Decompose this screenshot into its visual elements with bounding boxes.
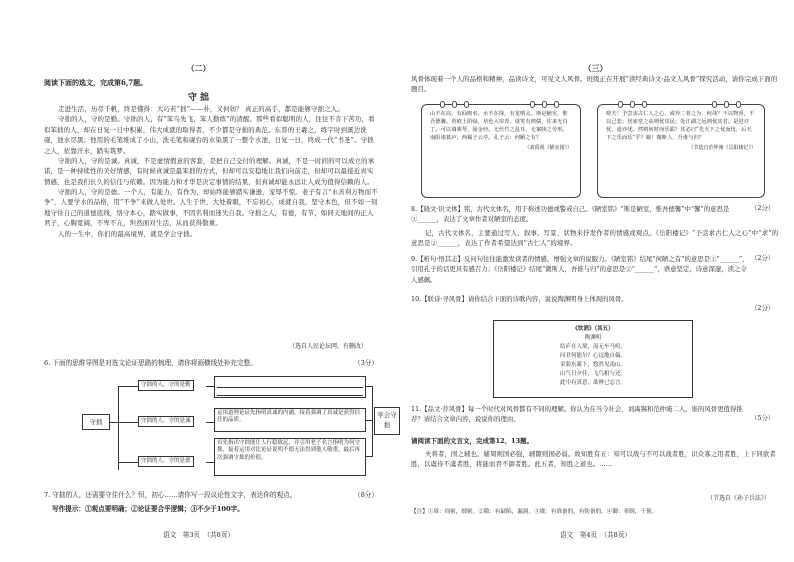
article-paragraph: 守拙的人，守的是诚。真诚，不是虚情假意的客套，是把自己交付的理解。真诚，不是一时间的可以成立的承诺，是一种持续性的美好情感，有时候真诚是最笨拙的方式，但却可以安稳地让我们向前走，但却可以最接近真实情感，也是我们长久的信任与依赖。因为能力和才华是决定事情的结果，但真诚却能永远让人成为值得信赖的人。	[44, 156, 375, 186]
poem-author: 陶渊明	[584, 335, 602, 342]
question-6: 6. 下面的思维导图是对选文论证思路的梳理，请你将画横线处补充完整。	[44, 359, 257, 367]
question-11: 11.【品文·荐风骨】每一个时代对风骨都有不同的理解。你认为在当今社会，刘禹锡和范仲淹二人，谁的风骨更值得推荐？请结合文章内容，说说你的理由。	[411, 405, 743, 424]
card-1-source: （刘禹锡《陋室铭》）	[524, 144, 572, 151]
question-8-score: （2分）	[751, 204, 775, 212]
article-paragraph: 走进生活，历尽千帆，终是懂得：大巧若“拙”——朴，又何妨？ 真正的高手，都是能够守拙之人。	[58, 105, 344, 113]
map-root: 守拙	[82, 414, 110, 430]
question-8-part2: 记，古代文体名，主要通过写人、叙事、写景、状物来抒发作者的情感或观点。《岳阳楼记》“予尝求古仁人之心”中“求”的意思是②______，表达了作者希望达到“古仁人”的境界。	[411, 229, 779, 248]
quote-card-2	[597, 104, 765, 198]
question-9: 9.【析句·悟其志】反问句往往能激发读者的情感，增强文章的说服力。《陋室铭》结尾“何陋之有”的意思是①“______”，引用孔子的话更具有感召力；《岳阳楼记》结尾“微斯人，吾谁与归”的意思是②“______”，语意坚定，诗意深邃，读之令人感佩。	[411, 255, 749, 284]
answer-line[interactable]	[217, 388, 363, 396]
question-11-score: （5分）	[751, 414, 775, 422]
map-result: 学会守拙	[374, 407, 400, 435]
passage-source: （节选自《孙子兵法》）	[706, 495, 770, 502]
map-box-sincerity: 运用道理论证先指明真诚的内涵，接着强调了真诚是获得信任的品质。	[214, 408, 366, 432]
question-10: 10.【联诗·寻风骨】请你结合下面的诗歌内容，说说陶渊明身上体现的风骨。	[411, 295, 628, 303]
question-9-score: （2分）	[751, 254, 775, 262]
annotation-note: 【注】①周：周密，细密。②隙：有缺陷，漏洞。③虞：有准备的，有防备的。④御：牵制，干预。	[411, 509, 658, 515]
map-branch-sincerity: 守拙的人，守的是诚	[138, 416, 194, 427]
question-6-score: （3分）	[354, 359, 378, 367]
poem-title: 《饮酒》（其五）	[572, 326, 614, 332]
card-2-source: （节选自范仲淹《岳阳楼记》）	[688, 144, 756, 151]
article-source: （选自人民论坛网，有删改）	[288, 343, 367, 350]
question-7-score: （8分）	[354, 491, 378, 499]
question-8	[411, 204, 751, 225]
article-title: 守 拙	[187, 93, 210, 103]
question-8-text: 8.【晓文·识文体】铭，古代文体名，用于称述功德或警戒自己。《陋室铭》“斯是陋室，惟吾德馨”中“馨”的意思是①______，表达了文章作者对陋室的态度。	[411, 205, 730, 224]
section-heading: （二）	[186, 63, 211, 73]
answer-line[interactable]	[217, 380, 363, 388]
section-intro: 风骨体现着一个人的品格和精神，品读诗文，可见文人风骨。班级正在开展“读经典诗文·品文人风骨”探究活动，请你完成下面的题目。	[411, 75, 778, 94]
poem-line: 此中有真意，欲辨已忘言。	[559, 380, 626, 387]
question-7: 7. 守拙的人，还需要守住什么？恒，初心……请你写一段议论性文字，表达你的观点。	[44, 491, 297, 499]
poem-line: 采菊东篱下，悠然见南山。	[559, 362, 626, 369]
article-paragraph: 守拙的人，守的是德。一个人，有能力，有作为，却始终能够踏实谦逊，宠辱不惊。老子有言“水善利万物而不争”，人要学水的品格，用“不争”来做人处世。人生于世，大处着眼，不忘初心，成就自我，坚守本色，但不如一刻地守住自己的道德底线，恪守本心，踏实做事，不因名利而迷失自我。守拙之人，有德，有节，如同天地间的正人君子，心胸宽阔，不卑不亢，坦然面对生活，从而获得敬重。	[44, 188, 378, 228]
passage-instruction: 请阅读下面的文言文，完成第12、13题。	[411, 437, 534, 445]
poem-line: 山气日夕佳，飞鸟相与还。	[559, 371, 626, 378]
writing-hint: 写作提示：①观点要明确；②论证要合乎逻辑；③不少于100字。	[52, 505, 244, 513]
section-heading: （三）	[583, 63, 608, 73]
mind-map	[44, 374, 397, 482]
card-2-text: 嗟夫！予尝求古仁人之心，或异二者之为，何哉？不以物喜，不以己悲；居庙堂之高则忧其民；处江湖之远则忧其君。是进亦忧，退亦忧。然则何时而乐耶？其必曰“先天下之忧而忧，后天下之乐而乐”乎？噫！微斯人，吾谁与归？	[606, 111, 755, 141]
map-answer-box	[214, 376, 366, 398]
classical-passage: 夫将者，国之辅也。辅周则国必强，辅隙则国必弱。故知胜有五：知可以战与不可以战者胜，识众寡之用者胜，上下同欲者胜，以虞待不虞者胜，将能而君不御者胜。此五者，知胜之道也。……	[411, 451, 776, 469]
page-footer: 语文 第4页 （共8页）	[559, 531, 632, 539]
map-branch-virtue: 守拙的人，守的是德	[138, 456, 194, 467]
article-body	[44, 104, 380, 239]
question-10-score: （2分）	[751, 304, 775, 312]
article-paragraph: 人的一生中，你们的最高境界，就是学会守拙。	[58, 229, 197, 238]
map-box-virtue: 首先指出守拙能让人行稳致远，并引用老子名言指明为何守拙，接着运用对比论证说明不德无法得到他人敬重，最后再次强调守拙的价值。	[214, 438, 366, 476]
reading-instruction: 阅读下面的选文，完成第6,7题。	[44, 78, 148, 87]
card-1-text: 山不在高，有仙则名。水不在深，有龙则灵。斯是陋室，惟吾德馨。苔痕上阶绿，草色入帘青。谈笑有鸿儒，往来无白丁。可以调素琴，阅金经。无丝竹之乱耳，无案牍之劳形。南阳诸葛庐，西蜀子云亭。孔子云：何陋之有？	[430, 111, 568, 141]
article-paragraph: 守拙的人，守的是勤。守拙的人，有“笨鸟先飞，笨人勤练”的清醒。那些看似聪明的人，往往不肯下苦功，看似笨拙的人，却在日复一日中积累，伟大成就的取得者，不少都是守拙的典范。东晋的王羲之，练字时到溪边洗砚，池水尽黑；他用的毛笔堆成了小山，洗毛笔和砚台的水染黑了一整个水池，日复一日，终成一代“书圣”。守拙之人，依靠汗水，踏实筑梦。	[44, 115, 375, 155]
page-footer: 语文 第3页 （共8页）	[162, 531, 235, 539]
quote-card-1	[421, 104, 581, 198]
right-page	[397, 0, 794, 562]
map-branch-diligence: 守拙的人，守的是勤	[138, 380, 194, 391]
poem-line: 问君何能尔？心远地自偏。	[559, 353, 626, 360]
poem-line: 结庐在人境，而无车马喧。	[559, 344, 626, 351]
poem-box	[493, 320, 693, 398]
